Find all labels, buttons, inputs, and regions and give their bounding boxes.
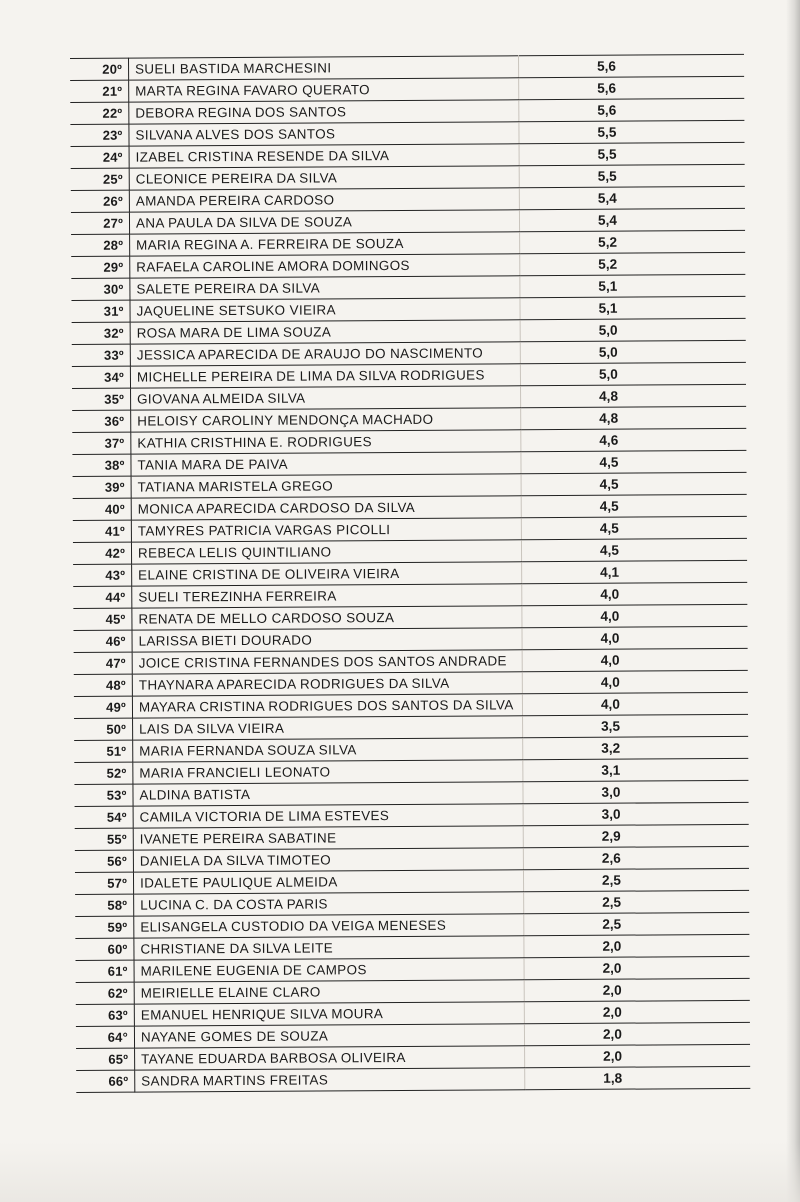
candidate-name: IVANETE PEREIRA SABATINE bbox=[133, 826, 523, 850]
candidate-name: ELISANGELA CUSTODIO DA VEIGA MENESES bbox=[134, 914, 524, 938]
candidate-score: 1,8 bbox=[525, 1066, 751, 1089]
candidate-score: 5,5 bbox=[519, 142, 745, 165]
candidate-name: REBECA LELIS QUINTILIANO bbox=[131, 540, 521, 564]
candidate-score: 5,6 bbox=[519, 98, 745, 121]
candidate-name: GIOVANA ALMEIDA SILVA bbox=[131, 386, 521, 410]
candidate-score: 2,0 bbox=[524, 1022, 750, 1045]
candidate-name: THAYNARA APARECIDA RODRIGUES DA SILVA bbox=[132, 672, 522, 696]
candidate-name: MARTA REGINA FAVARO QUERATO bbox=[129, 78, 519, 102]
candidate-score: 2,0 bbox=[524, 1000, 750, 1023]
candidate-score: 2,0 bbox=[525, 1044, 751, 1067]
candidate-score: 4,0 bbox=[522, 648, 748, 671]
candidate-name: SILVANA ALVES DOS SANTOS bbox=[129, 122, 519, 146]
candidate-name: DEBORA REGINA DOS SANTOS bbox=[129, 100, 519, 124]
rank-position: 56º bbox=[75, 850, 134, 872]
candidate-score: 4,8 bbox=[521, 406, 747, 429]
candidate-name: DANIELA DA SILVA TIMOTEO bbox=[133, 848, 523, 872]
candidate-score: 5,0 bbox=[520, 340, 746, 363]
candidate-score: 2,6 bbox=[523, 846, 749, 869]
rank-position: 42º bbox=[73, 542, 132, 564]
candidate-name: MARIA REGINA A. FERREIRA DE SOUZA bbox=[130, 232, 520, 256]
rank-position: 24º bbox=[71, 146, 130, 168]
rank-position: 53º bbox=[74, 784, 133, 806]
candidate-name: MONICA APARECIDA CARDOSO DA SILVA bbox=[131, 496, 521, 520]
candidate-score: 4,6 bbox=[521, 428, 747, 451]
candidate-score: 3,1 bbox=[523, 758, 749, 781]
candidate-name: LAIS DA SILVA VIEIRA bbox=[133, 716, 523, 740]
candidate-name: SANDRA MARTINS FREITAS bbox=[135, 1068, 525, 1092]
rank-position: 49º bbox=[74, 696, 133, 718]
candidate-score: 4,8 bbox=[521, 384, 747, 407]
candidate-score: 2,5 bbox=[523, 868, 749, 891]
candidate-name: SUELI BASTIDA MARCHESINI bbox=[129, 56, 519, 80]
candidate-score: 2,0 bbox=[524, 978, 750, 1001]
rank-position: 41º bbox=[73, 520, 132, 542]
page-edge-shadow bbox=[786, 0, 800, 1202]
rank-position: 43º bbox=[73, 564, 132, 586]
candidate-score: 4,0 bbox=[522, 582, 748, 605]
candidate-name: IDALETE PAULIQUE ALMEIDA bbox=[133, 870, 523, 894]
candidate-score: 5,6 bbox=[519, 76, 745, 99]
rank-position: 60º bbox=[75, 938, 134, 960]
candidate-score: 5,1 bbox=[520, 274, 746, 297]
candidate-score: 4,5 bbox=[521, 538, 747, 561]
rank-position: 35º bbox=[72, 388, 131, 410]
rank-position: 26º bbox=[71, 190, 130, 212]
candidate-score: 4,5 bbox=[521, 450, 747, 473]
candidate-score: 2,5 bbox=[524, 890, 750, 913]
candidate-name: KATHIA CRISTHINA E. RODRIGUES bbox=[131, 430, 521, 454]
candidate-name: SALETE PEREIRA DA SILVA bbox=[130, 276, 520, 300]
candidate-score: 4,5 bbox=[521, 494, 747, 517]
rank-position: 25º bbox=[71, 168, 130, 190]
rank-position: 44º bbox=[73, 586, 132, 608]
candidate-name: ALDINA BATISTA bbox=[133, 782, 523, 806]
candidate-name: CAMILA VICTORIA DE LIMA ESTEVES bbox=[133, 804, 523, 828]
rank-position: 58º bbox=[75, 894, 134, 916]
rank-position: 40º bbox=[73, 498, 132, 520]
candidate-score: 2,5 bbox=[524, 912, 750, 935]
candidate-score: 5,5 bbox=[519, 164, 745, 187]
candidate-name: RAFAELA CAROLINE AMORA DOMINGOS bbox=[130, 254, 520, 278]
rank-position: 50º bbox=[74, 718, 133, 740]
rank-position: 57º bbox=[75, 872, 134, 894]
candidate-name: JESSICA APARECIDA DE ARAUJO DO NASCIMENTO bbox=[130, 342, 520, 366]
candidate-name: NAYANE GOMES DE SOUZA bbox=[134, 1024, 524, 1048]
rank-position: 47º bbox=[74, 652, 133, 674]
candidate-name: MICHELLE PEREIRA DE LIMA DA SILVA RODRIGUES bbox=[130, 364, 520, 388]
rank-position: 37º bbox=[72, 432, 131, 454]
rank-position: 20º bbox=[70, 58, 129, 80]
candidate-name: ROSA MARA DE LIMA SOUZA bbox=[130, 320, 520, 344]
candidate-score: 3,5 bbox=[523, 714, 749, 737]
candidate-name: JOICE CRISTINA FERNANDES DOS SANTOS ANDRADE bbox=[132, 650, 522, 674]
page-bottom-margin bbox=[0, 1142, 800, 1202]
rank-position: 66º bbox=[76, 1070, 135, 1092]
table-row bbox=[76, 1066, 750, 1092]
rank-position: 28º bbox=[71, 234, 130, 256]
candidate-name: MAYARA CRISTINA RODRIGUES DOS SANTOS DA SILVA bbox=[132, 694, 522, 718]
candidate-name: MEIRIELLE ELAINE CLARO bbox=[134, 980, 524, 1004]
candidate-name: IZABEL CRISTINA RESENDE DA SILVA bbox=[129, 144, 519, 168]
rank-position: 23º bbox=[70, 124, 129, 146]
candidate-name: LUCINA C. DA COSTA PARIS bbox=[134, 892, 524, 916]
candidate-score: 5,5 bbox=[519, 120, 745, 143]
candidate-score: 5,4 bbox=[519, 186, 745, 209]
rank-position: 65º bbox=[76, 1048, 135, 1070]
candidate-name: RENATA DE MELLO CARDOSO SOUZA bbox=[132, 606, 522, 630]
rank-position: 27º bbox=[71, 212, 130, 234]
rank-position: 62º bbox=[76, 982, 135, 1004]
candidate-name: MARIA FERNANDA SOUZA SILVA bbox=[133, 738, 523, 762]
candidate-name: JAQUELINE SETSUKO VIEIRA bbox=[130, 298, 520, 322]
candidate-score: 4,5 bbox=[521, 516, 747, 539]
candidate-name: TANIA MARA DE PAIVA bbox=[131, 452, 521, 476]
candidate-score: 2,9 bbox=[523, 824, 749, 847]
candidate-name: CLEONICE PEREIRA DA SILVA bbox=[129, 166, 519, 190]
candidate-name: MARIA FRANCIELI LEONATO bbox=[133, 760, 523, 784]
candidate-name: ANA PAULA DA SILVA DE SOUZA bbox=[129, 210, 519, 234]
candidate-name: TATIANA MARISTELA GREGO bbox=[131, 474, 521, 498]
candidate-name: ELAINE CRISTINA DE OLIVEIRA VIEIRA bbox=[132, 562, 522, 586]
candidate-name: EMANUEL HENRIQUE SILVA MOURA bbox=[134, 1002, 524, 1026]
candidate-score: 3,2 bbox=[523, 736, 749, 759]
candidate-name: LARISSA BIETI DOURADO bbox=[132, 628, 522, 652]
candidate-score: 4,1 bbox=[522, 560, 748, 583]
candidate-score: 5,1 bbox=[520, 296, 746, 319]
candidate-name: CHRISTIANE DA SILVA LEITE bbox=[134, 936, 524, 960]
rank-position: 39º bbox=[73, 476, 132, 498]
rank-position: 29º bbox=[71, 256, 130, 278]
rank-position: 22º bbox=[70, 102, 129, 124]
candidate-score: 4,0 bbox=[522, 692, 748, 715]
rank-position: 34º bbox=[72, 366, 131, 388]
candidate-score: 2,0 bbox=[524, 956, 750, 979]
candidate-score: 5,2 bbox=[520, 252, 746, 275]
candidate-score: 5,0 bbox=[520, 362, 746, 385]
rank-position: 38º bbox=[72, 454, 131, 476]
rank-position: 61º bbox=[76, 960, 135, 982]
candidate-score: 4,0 bbox=[522, 670, 748, 693]
rank-position: 63º bbox=[76, 1004, 135, 1026]
rank-position: 31º bbox=[71, 300, 130, 322]
rank-position: 36º bbox=[72, 410, 131, 432]
candidate-name: SUELI TEREZINHA FERREIRA bbox=[132, 584, 522, 608]
ranking-table-body bbox=[70, 54, 750, 1092]
rank-position: 54º bbox=[75, 806, 134, 828]
candidate-score: 5,4 bbox=[519, 208, 745, 231]
candidate-score: 5,0 bbox=[520, 318, 746, 341]
rank-position: 30º bbox=[71, 278, 130, 300]
candidate-score: 4,5 bbox=[521, 472, 747, 495]
rank-position: 21º bbox=[70, 80, 129, 102]
candidate-name: AMANDA PEREIRA CARDOSO bbox=[129, 188, 519, 212]
candidate-name: HELOISY CAROLINY MENDONÇA MACHADO bbox=[131, 408, 521, 432]
candidate-name: TAYANE EDUARDA BARBOSA OLIVEIRA bbox=[135, 1046, 525, 1070]
candidate-score: 4,0 bbox=[522, 604, 748, 627]
candidate-score: 3,0 bbox=[523, 802, 749, 825]
rank-position: 64° bbox=[76, 1026, 135, 1048]
candidate-score: 4,0 bbox=[522, 626, 748, 649]
ranking-table bbox=[70, 54, 750, 1093]
rank-position: 48º bbox=[74, 674, 133, 696]
candidate-score: 3,0 bbox=[523, 780, 749, 803]
candidate-score: 5,2 bbox=[520, 230, 746, 253]
rank-position: 45º bbox=[73, 608, 132, 630]
rank-position: 46º bbox=[73, 630, 132, 652]
rank-position: 32º bbox=[72, 322, 131, 344]
rank-position: 59º bbox=[75, 916, 134, 938]
candidate-name: TAMYRES PATRICIA VARGAS PICOLLI bbox=[131, 518, 521, 542]
rank-position: 51º bbox=[74, 740, 133, 762]
rank-position: 33º bbox=[72, 344, 131, 366]
rank-position: 55º bbox=[75, 828, 134, 850]
candidate-score: 2,0 bbox=[524, 934, 750, 957]
candidate-score: 5,6 bbox=[518, 54, 744, 77]
candidate-name: MARILENE EUGENIA DE CAMPOS bbox=[134, 958, 524, 982]
rank-position: 52º bbox=[74, 762, 133, 784]
